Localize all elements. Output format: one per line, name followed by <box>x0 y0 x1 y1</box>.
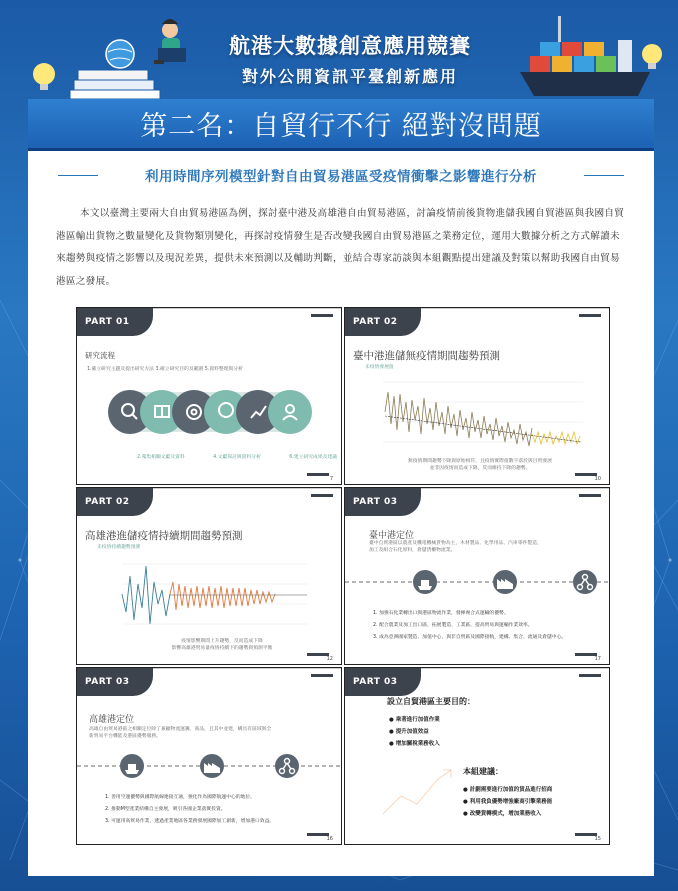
content-panel <box>28 151 654 876</box>
part-label: PART 01 <box>77 308 153 336</box>
decor-arrow-graphic <box>379 760 459 820</box>
chart-caption: 無疫情期間趨勢下降與原始相符，且疫情實際值數字落於與目貿發展 並非因疫情而造成下降，反而維持下降的趨勢。 <box>408 459 552 471</box>
page-number: 7 <box>329 476 333 482</box>
chart-legend: 未疫情持續趨勢預測 <box>97 545 141 550</box>
header-illustration-right <box>500 10 670 100</box>
slide-title: 高雄港進儲疫情持續期間趨勢預測 <box>85 530 243 542</box>
slide-description: 高雄自由貿易港區之相關定位除了兼顧物流運籌，商品，且其中並建，構具有區域與全 新貿易平台機能及港區優勢服務。 <box>89 727 272 739</box>
intro-paragraph: 本文以臺灣主要兩大自由貿易港區為例，探討臺中港及高雄港自由貿易港區，討論疫情前後貨物進儲我國自貿港區與我國自貿港區輸出貨物之數量變化及貨物類別變化，再探討疫情發生是否改變我國自由貿易港區之業務定位，運用大數據分析之方式解讀未來趨勢與疫情之影響以及現況差異，提供未來預測以及輔助判斷，並結合專家訪談與本組觀點提出建議及對策以幫助我國自由貿易港區之發展。 <box>56 208 625 287</box>
subtitle-rule-right <box>584 175 624 176</box>
title-banner <box>28 99 654 151</box>
part-label: PART 03 <box>345 488 421 516</box>
part-label: PART 03 <box>77 668 153 696</box>
lightbulb-icon <box>33 63 55 85</box>
header <box>0 0 678 100</box>
taichung-line-chart <box>363 372 588 454</box>
slide-research-process <box>76 307 342 485</box>
positioning-points: 1. 善用空運優勢與國際航線連接互通，強化作為國際航運中心的地位。 2. 推動M型產業結構自主發展，吸引各國企業落實投資。 3. 可運用高貿易作業，透過產業地區各業務發展國際加工創新，增加港口效益。 <box>105 795 275 824</box>
part-label: PART 02 <box>345 308 421 336</box>
process-flow-diagram <box>105 382 315 442</box>
slide-title: 臺中港進儲無疫情期間趨勢預測 <box>353 350 500 362</box>
subtitle-row <box>58 165 624 187</box>
slide-title: 高雄港定位 <box>89 715 135 725</box>
slide-kaohsiung-positioning <box>76 667 342 845</box>
page-number: 17 <box>594 656 601 662</box>
positioning-points: 1. 加強石化業轉出口與港區物流作業，發揮複合式運輸的優勢。 2. 配合農業及加工出口區，拓展製造、工業區，提高貿易與運輸作業效率。 3. 成為亞洲國家製造、加值中心，與非自貿區及國際接軌，建構、集合、流通及倉儲中心。 <box>373 611 567 640</box>
header-title: 航港大數據創意應用競賽 <box>229 34 471 58</box>
goal-list: ● 乘著進行加值作業 ● 提升加值效益 ● 增加關稅業務收入 <box>389 717 440 747</box>
slide-taichung-positioning <box>344 487 610 665</box>
steps-bottom: 2.蒐集相關文獻及資料 4.文獻探討與資料分析 6.建立研究成果及建議 <box>137 455 337 460</box>
page-number: 12 <box>326 656 333 662</box>
chart-legend: 未疫情發展值 <box>365 365 394 370</box>
page-number: 16 <box>326 836 333 842</box>
slide-taichung-forecast <box>344 307 610 485</box>
part-label: PART 03 <box>345 668 421 696</box>
slide-title: 研究流程 <box>85 351 115 360</box>
recommendation-title: 本組建議： <box>463 767 503 776</box>
article-subtitle: 利用時間序列模型針對自由貿易港區受疫情衝擊之影響進行分析 <box>145 169 537 185</box>
header-subtitle: 對外公開資訊平臺創新應用 <box>241 67 458 86</box>
slide-title: 臺中港定位 <box>369 531 415 541</box>
slide-description: 臺中自貿港區以農產及機電機械貨物為主，木材製品、化學用品、汽車零件製造， 加工及組合石化原料，倉儲貨櫃物流業。 <box>369 541 542 553</box>
steps-top-text: 1.確立研究主題及提出研究方法 3.確立研究目的及範圍 5.資料整理與分析 <box>87 367 243 372</box>
page-number: 15 <box>594 836 601 842</box>
kaohsiung-line-chart <box>107 554 317 634</box>
chart-caption: 疫情影響期間上升趨勢，反而造成下降 影響高雄港貿易量疫情持續下的趨勢與預測平衡 <box>171 639 273 651</box>
recommendation-list: ● 計劃需要進行加值的貨品進行招商 ● 利用我負優勢增強廠商引擎業務能 ● 改變貨轉模式，增加業務收入 <box>463 787 553 817</box>
goal-title: 設立自貿港區主要目的： <box>387 697 475 706</box>
header-illustration-left <box>20 8 200 100</box>
slide-kaohsiung-forecast <box>76 487 342 665</box>
lightbulb-icon <box>642 44 662 64</box>
part-label: PART 02 <box>77 488 153 516</box>
banner-title: 第二名：自貿行不行 絕對沒問題 <box>140 111 542 142</box>
icon-timeline <box>77 746 342 786</box>
page-number: 10 <box>594 476 601 482</box>
icon-timeline <box>345 562 610 602</box>
slide-goals-recommendations <box>344 667 610 845</box>
subtitle-rule-left <box>58 175 98 176</box>
